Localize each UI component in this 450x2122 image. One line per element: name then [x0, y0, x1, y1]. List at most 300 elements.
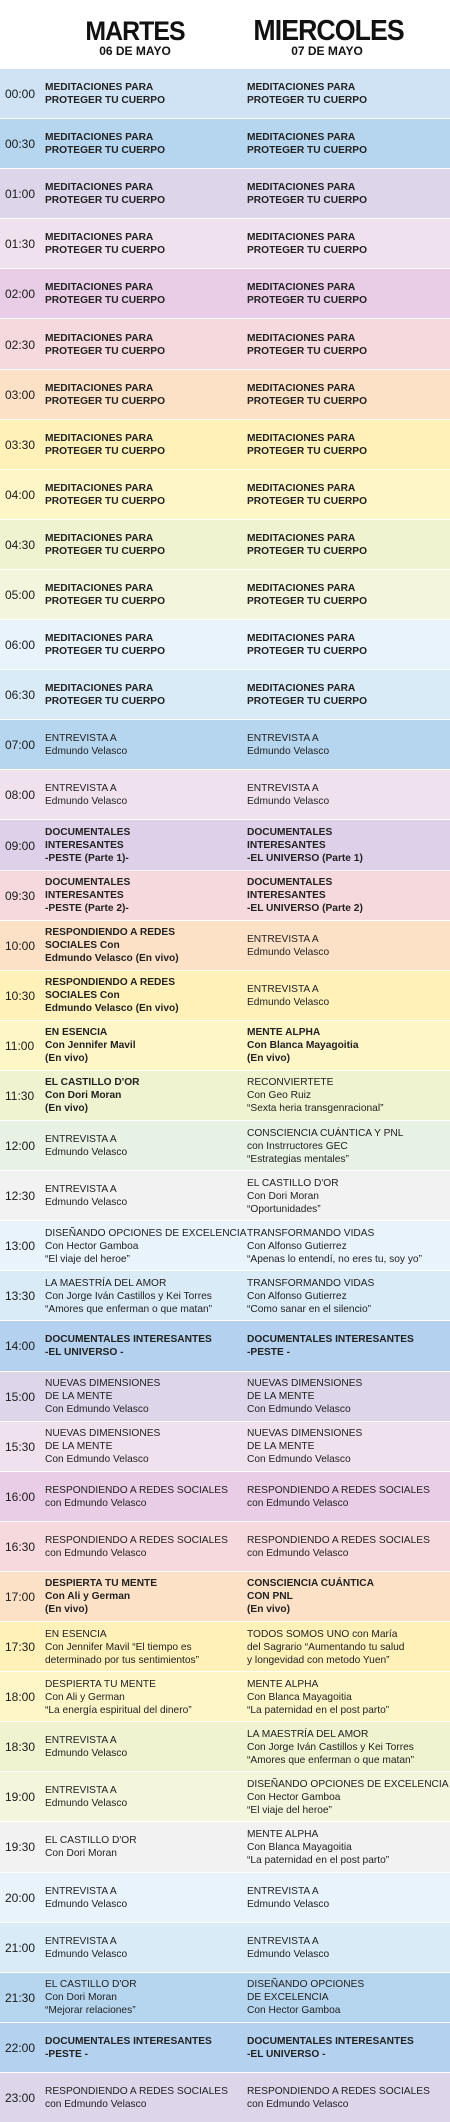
program-line: PROTEGER TU CUERPO	[45, 545, 165, 557]
program-line: EN ESENCIA	[45, 1027, 108, 1039]
program-line: CONSCIENCIA CUÁNTICA	[247, 1578, 374, 1590]
program-line: ENTREVISTA A	[247, 983, 319, 995]
program-line: DE LA MENTE	[45, 1441, 113, 1453]
program-wednesday	[247, 1885, 447, 1911]
program-wednesday	[247, 382, 447, 408]
program-wednesday	[247, 181, 447, 207]
program-line: “La paternidad en el post parto”	[247, 1704, 390, 1716]
program-line: MEDITACIONES PARA	[247, 182, 356, 194]
program-wednesday	[247, 131, 447, 157]
program-line: TODOS SOMOS UNO con María	[247, 1628, 398, 1640]
program-line: MEDITACIONES PARA	[45, 583, 154, 595]
program-line: Edmundo Velasco	[247, 796, 330, 808]
program-line: Con Dori Moran	[45, 1992, 117, 2004]
schedule-header	[0, 0, 450, 68]
time-label: 12:30	[5, 1189, 36, 1204]
schedule-row	[0, 1421, 450, 1471]
program-line: SOCIALES Con	[45, 940, 120, 952]
program-tuesday	[45, 1183, 240, 1209]
time-label: 15:30	[5, 1439, 36, 1454]
program-line: “Como sanar en el silencio”	[247, 1303, 372, 1315]
program-line: con Instrructores GEC	[247, 1140, 348, 1152]
time-label: 13:00	[5, 1239, 36, 1254]
program-line: “Estrategias mentales”	[247, 1153, 349, 1165]
program-line: MEDITACIONES PARA	[247, 282, 356, 294]
program-line: PROTEGER TU CUERPO	[45, 145, 165, 157]
program-line: PROTEGER TU CUERPO	[45, 245, 165, 257]
program-line: “Amores que enferman o que matan”	[247, 1754, 415, 1766]
program-line: Con Blanca Mayagoitia	[247, 1691, 352, 1703]
schedule-row	[0, 1972, 450, 2022]
program-line: (En vivo)	[45, 1604, 89, 1616]
program-tuesday	[45, 2085, 240, 2111]
schedule-row	[0, 318, 450, 368]
program-line: DOCUMENTALES INTERESANTES	[45, 2035, 212, 2047]
program-line: ENTREVISTA A	[247, 1935, 319, 1947]
time-label: 14:00	[5, 1339, 36, 1354]
program-line: TRANSFORMANDO VIDAS	[247, 1227, 375, 1239]
program-line: Con Edmundo Velasco	[247, 1404, 351, 1416]
program-line: ENTREVISTA A	[247, 733, 319, 745]
program-line: “Amores que enferman o que matan”	[45, 1303, 213, 1315]
program-line: RESPONDIENDO A REDES SOCIALES	[45, 1534, 228, 1546]
program-line: ENTREVISTA A	[45, 733, 117, 745]
program-line: ENTREVISTA A	[247, 1885, 319, 1897]
program-line: Con Geo Ruiz	[247, 1090, 311, 1102]
schedule-row	[0, 118, 450, 168]
schedule-row	[0, 719, 450, 769]
schedule-row	[0, 68, 450, 118]
program-line: con Edmundo Velasco	[247, 1547, 349, 1559]
program-wednesday	[247, 782, 447, 808]
program-wednesday	[247, 933, 447, 959]
program-line: PROTEGER TU CUERPO	[247, 345, 367, 357]
time-label: 08:00	[5, 788, 36, 803]
program-line: Edmundo Velasco (En vivo)	[45, 953, 179, 965]
program-line: PROTEGER TU CUERPO	[247, 245, 367, 257]
program-wednesday	[247, 1828, 447, 1867]
schedule-row	[0, 168, 450, 218]
program-line: -EL UNIVERSO -	[45, 1347, 124, 1359]
program-line: LA MAESTRÍA DEL AMOR	[45, 1277, 167, 1289]
program-line: DE EXCELENCIA	[247, 1992, 329, 2004]
time-label: 00:30	[5, 137, 36, 152]
program-line: Con Alfonso Gutierrez	[247, 1240, 347, 1252]
program-line: INTERESANTES	[45, 840, 124, 851]
program-tuesday	[45, 1784, 240, 1810]
schedule-row	[0, 1220, 450, 1270]
program-tuesday	[45, 181, 240, 207]
program-tuesday	[45, 1026, 240, 1065]
program-tuesday	[45, 876, 240, 915]
program-line: DISEÑANDO OPCIONES DE EXCELENCIA	[247, 1778, 449, 1790]
program-wednesday	[247, 2085, 447, 2111]
program-line: Con Edmundo Velasco	[45, 1454, 149, 1466]
time-label: 13:30	[5, 1289, 36, 1304]
program-wednesday	[247, 876, 447, 915]
schedule-row	[0, 1671, 450, 1721]
program-tuesday	[45, 1133, 240, 1159]
program-tuesday	[45, 1277, 240, 1316]
day-name: MARTES	[85, 16, 185, 46]
program-tuesday	[45, 1333, 240, 1359]
program-line: Edmundo Velasco	[247, 1898, 330, 1910]
program-wednesday	[247, 1427, 447, 1466]
program-line: RESPONDIENDO A REDES	[45, 927, 176, 939]
program-line: DOCUMENTALES	[45, 877, 131, 889]
program-wednesday	[247, 432, 447, 458]
schedule-row	[0, 1020, 450, 1070]
program-line: MEDITACIONES PARA	[45, 132, 154, 144]
time-label: 04:30	[5, 537, 36, 552]
program-line: -PESTE (Parte 2)-	[45, 903, 129, 915]
time-label: 10:00	[5, 938, 36, 953]
program-line: Edmundo Velasco (En vivo)	[45, 1003, 179, 1015]
program-line: CONSCIENCIA CUÁNTICA Y PNL	[247, 1127, 404, 1139]
program-tuesday	[45, 1484, 240, 1510]
program-tuesday	[45, 1227, 247, 1266]
program-line: Con Edmundo Velasco	[45, 1404, 149, 1416]
time-label: 21:30	[5, 1990, 36, 2005]
program-line: RESPONDIENDO A REDES SOCIALES	[247, 1534, 430, 1546]
program-wednesday	[247, 582, 447, 608]
program-line: ENTREVISTA A	[45, 1134, 117, 1146]
program-line: MEDITACIONES PARA	[45, 482, 154, 494]
program-line: Con Dori Moran	[45, 1090, 122, 1102]
program-wednesday	[247, 1377, 447, 1416]
schedule-row	[0, 1571, 450, 1621]
program-line: DISEÑANDO OPCIONES	[247, 1979, 365, 1991]
program-line: MEDITACIONES PARA	[45, 382, 154, 394]
program-line: con Edmundo Velasco	[45, 1497, 147, 1509]
time-label: 11:00	[5, 1038, 35, 1053]
program-tuesday	[45, 382, 240, 408]
program-line: (En vivo)	[45, 1103, 89, 1115]
program-wednesday	[247, 1628, 447, 1667]
program-line: -EL UNIVERSO (Parte 2)	[247, 903, 363, 915]
time-label: 20:00	[5, 1890, 36, 1905]
schedule-row	[0, 2072, 450, 2122]
program-line: (En vivo)	[45, 1053, 89, 1065]
time-label: 03:00	[5, 387, 36, 402]
schedule-row	[0, 2022, 450, 2072]
program-tuesday	[45, 1377, 240, 1416]
program-tuesday	[45, 81, 240, 107]
program-line: ENTREVISTA A	[45, 1885, 117, 1897]
program-wednesday	[247, 1978, 447, 2017]
program-line: PROTEGER TU CUERPO	[45, 596, 165, 608]
program-tuesday	[45, 1734, 240, 1760]
program-line: EL CASTILLO D'OR	[247, 1177, 339, 1189]
program-line: Con Edmundo Velasco	[247, 1454, 351, 1466]
program-tuesday	[45, 582, 240, 608]
program-line: PROTEGER TU CUERPO	[45, 696, 165, 708]
program-line: “Sexta heria transgenracional”	[247, 1103, 384, 1115]
program-line: y longevidad con metodo Yuen”	[247, 1654, 390, 1666]
program-line: DOCUMENTALES	[45, 827, 131, 838]
program-line: MEDITACIONES PARA	[45, 633, 154, 645]
program-line: con Edmundo Velasco	[247, 1497, 349, 1509]
program-line: Edmundo Velasco	[247, 1948, 330, 1960]
program-line: PROTEGER TU CUERPO	[247, 495, 367, 507]
time-label: 16:30	[5, 1539, 36, 1554]
program-wednesday	[247, 1277, 447, 1316]
schedule-row	[0, 819, 450, 869]
time-label: 01:30	[5, 237, 36, 252]
program-line: INTERESANTES	[247, 890, 326, 902]
time-label: 06:00	[5, 638, 36, 653]
program-line: MEDITACIONES PARA	[247, 232, 356, 244]
program-line: PROTEGER TU CUERPO	[45, 395, 165, 407]
schedule-row	[0, 419, 450, 469]
program-line: PROTEGER TU CUERPO	[247, 545, 367, 557]
program-wednesday	[247, 1935, 447, 1961]
program-tuesday	[45, 1978, 240, 2017]
program-line: MENTE ALPHA	[247, 1828, 319, 1840]
program-line: MEDITACIONES PARA	[45, 683, 154, 695]
time-label: 02:30	[5, 337, 36, 352]
program-line: DOCUMENTALES INTERESANTES	[247, 1334, 414, 1346]
schedule-row	[0, 469, 450, 519]
program-tuesday	[45, 1885, 240, 1911]
program-line: RESPONDIENDO A REDES SOCIALES	[247, 2085, 430, 2097]
program-line: MEDITACIONES PARA	[247, 683, 356, 695]
program-line: PROTEGER TU CUERPO	[247, 395, 367, 407]
program-line: “El viaje del heroe”	[247, 1804, 332, 1816]
program-line: Con Ali y German	[45, 1691, 125, 1703]
program-wednesday	[247, 532, 447, 558]
program-line: PROTEGER TU CUERPO	[247, 646, 367, 658]
program-line: Con Hector Gamboa	[247, 1791, 341, 1803]
program-tuesday	[45, 1534, 240, 1560]
program-tuesday	[45, 131, 240, 157]
time-label: 19:00	[5, 1790, 36, 1805]
program-line: Con Dori Moran	[45, 1848, 117, 1860]
program-line: MEDITACIONES PARA	[247, 82, 356, 94]
program-tuesday	[45, 1678, 240, 1717]
program-line: PROTEGER TU CUERPO	[247, 195, 367, 207]
program-wednesday	[247, 281, 447, 307]
program-line: PROTEGER TU CUERPO	[247, 596, 367, 608]
program-line: Con Hector Gamboa	[45, 1240, 139, 1252]
schedule-row	[0, 268, 450, 318]
program-line: MEDITACIONES PARA	[45, 332, 154, 344]
program-line: MENTE ALPHA	[247, 1027, 321, 1039]
program-wednesday	[247, 1333, 447, 1359]
program-wednesday	[247, 482, 447, 508]
time-label: 00:00	[5, 87, 36, 102]
program-line: MEDITACIONES PARA	[45, 232, 154, 244]
program-wednesday	[247, 732, 447, 758]
program-line: MEDITACIONES PARA	[45, 182, 154, 194]
program-line: PROTEGER TU CUERPO	[247, 95, 367, 107]
program-line: Con Dori Moran	[247, 1190, 319, 1202]
schedule-row	[0, 1922, 450, 1972]
program-line: PROTEGER TU CUERPO	[45, 646, 165, 658]
program-line: Con Jorge Iván Castillos y Kei Torres	[45, 1290, 212, 1302]
program-line: Edmundo Velasco	[45, 1898, 128, 1910]
time-label: 17:00	[5, 1589, 36, 1604]
program-line: Edmundo Velasco	[247, 996, 330, 1008]
program-line: con Edmundo Velasco	[45, 2098, 147, 2110]
program-line: Con Jennifer Mavil “El tiempo es	[45, 1641, 192, 1653]
program-line: RESPONDIENDO A REDES SOCIALES	[45, 2085, 228, 2097]
program-line: MENTE ALPHA	[247, 1678, 319, 1690]
program-tuesday	[45, 1628, 240, 1667]
schedule-row	[0, 769, 450, 819]
program-line: DESPIERTA TU MENTE	[45, 1678, 156, 1690]
program-tuesday	[45, 826, 240, 865]
schedule-row	[0, 1621, 450, 1671]
program-tuesday	[45, 281, 240, 307]
schedule-row	[0, 1070, 450, 1120]
program-line: DOCUMENTALES INTERESANTES	[247, 2035, 414, 2047]
schedule-row	[0, 1521, 450, 1571]
program-line: DISEÑANDO OPCIONES DE EXCELENCIA	[45, 1227, 247, 1239]
program-line: Con Blanca Mayagoitia	[247, 1841, 352, 1853]
schedule-row	[0, 1471, 450, 1521]
program-line: Con Alfonso Gutierrez	[247, 1290, 347, 1302]
program-wednesday	[247, 1127, 447, 1166]
program-wednesday	[247, 1778, 447, 1817]
schedule-row	[0, 1371, 450, 1421]
day-name: MIERCOLES	[253, 15, 404, 47]
program-line: DOCUMENTALES	[247, 827, 333, 838]
program-line: Edmundo Velasco	[45, 746, 128, 758]
program-wednesday	[247, 231, 447, 257]
program-line: NUEVAS DIMENSIONES	[45, 1378, 161, 1390]
schedule-row	[0, 1170, 450, 1220]
program-line: “La paternidad en el post parto”	[247, 1854, 390, 1866]
program-line: RECONVIERTETE	[247, 1077, 334, 1089]
schedule-row	[0, 569, 450, 619]
program-line: RESPONDIENDO A REDES	[45, 977, 176, 989]
program-line: RESPONDIENDO A REDES SOCIALES	[45, 1484, 228, 1496]
program-line: -EL UNIVERSO -	[247, 2048, 326, 2060]
day-date: 06 DE MAYO	[99, 44, 171, 58]
program-line: Edmundo Velasco	[45, 1197, 128, 1209]
column-header-wednesday	[247, 15, 407, 58]
program-line: MEDITACIONES PARA	[247, 382, 356, 394]
time-label: 09:00	[5, 838, 36, 853]
program-line: RESPONDIENDO A REDES SOCIALES	[247, 1484, 430, 1496]
program-line: EL CASTILLO D'OR	[45, 1077, 140, 1089]
program-line: PROTEGER TU CUERPO	[247, 696, 367, 708]
program-wednesday	[247, 1026, 447, 1065]
program-line: PROTEGER TU CUERPO	[45, 445, 165, 457]
program-line: EL CASTILLO D'OR	[45, 1979, 137, 1991]
program-tuesday	[45, 1076, 240, 1115]
program-line: con Edmundo Velasco	[45, 1547, 147, 1559]
program-tuesday	[45, 1935, 240, 1961]
time-label: 01:00	[5, 187, 36, 202]
program-line: ENTREVISTA A	[247, 933, 319, 945]
program-line: Con Jennifer Mavil	[45, 1040, 136, 1052]
program-line: MEDITACIONES PARA	[247, 532, 356, 544]
program-wednesday	[247, 1227, 447, 1266]
program-line: EL CASTILLO D'OR	[45, 1835, 137, 1847]
schedule-row	[0, 920, 450, 970]
program-line: PROTEGER TU CUERPO	[45, 495, 165, 507]
column-header-tuesday	[60, 18, 210, 58]
program-line: Con Hector Gamboa	[247, 2005, 341, 2017]
program-line: Edmundo Velasco	[45, 1748, 128, 1760]
time-label: 06:30	[5, 688, 36, 703]
time-label: 17:30	[5, 1640, 36, 1655]
program-line: -PESTE -	[247, 1347, 291, 1359]
program-line: Con Jorge Iván Castillos y Kei Torres	[247, 1741, 414, 1753]
program-tuesday	[45, 482, 240, 508]
program-wednesday	[247, 1534, 447, 1560]
schedule-row	[0, 1872, 450, 1922]
program-tuesday	[45, 1577, 240, 1616]
program-tuesday	[45, 782, 240, 808]
program-line: PROTEGER TU CUERPO	[45, 345, 165, 357]
time-label: 11:30	[5, 1088, 35, 1103]
program-line: MEDITACIONES PARA	[247, 132, 356, 144]
time-label: 04:00	[5, 487, 36, 502]
program-wednesday	[247, 983, 447, 1009]
program-line: Con Blanca Mayagoitia	[247, 1040, 359, 1052]
program-line: Edmundo Velasco	[45, 1147, 128, 1159]
program-line: DE LA MENTE	[247, 1441, 315, 1453]
program-tuesday	[45, 332, 240, 358]
program-line: MEDITACIONES PARA	[247, 633, 356, 645]
program-line: INTERESANTES	[247, 840, 326, 851]
program-wednesday	[247, 632, 447, 658]
schedule-row	[0, 519, 450, 569]
program-line: “El viaje del heroe”	[45, 1253, 130, 1265]
program-line: MEDITACIONES PARA	[247, 332, 356, 344]
program-line: PROTEGER TU CUERPO	[45, 295, 165, 307]
program-line: INTERESANTES	[45, 890, 124, 902]
schedule-row	[0, 669, 450, 719]
program-line: “Oportunidades”	[247, 1203, 321, 1215]
program-line: determinado por tus sentimientos”	[45, 1654, 200, 1666]
program-line: Con Ali y German	[45, 1591, 131, 1603]
program-line: EN ESENCIA	[45, 1628, 107, 1640]
program-line: “La energía espiritual del dinero”	[45, 1704, 192, 1716]
program-line: MEDITACIONES PARA	[247, 432, 356, 444]
time-label: 18:00	[5, 1690, 36, 1705]
program-line: DOCUMENTALES INTERESANTES	[45, 1334, 212, 1346]
program-line: (En vivo)	[247, 1053, 291, 1065]
program-line: ENTREVISTA A	[45, 1785, 117, 1797]
program-line: Edmundo Velasco	[247, 946, 330, 958]
program-line: ENTREVISTA A	[45, 1935, 117, 1947]
program-line: MEDITACIONES PARA	[45, 82, 154, 94]
program-line: “Mejorar relaciones”	[45, 2005, 136, 2017]
program-line: SOCIALES Con	[45, 990, 120, 1002]
program-line: Edmundo Velasco	[247, 746, 330, 758]
schedule-row	[0, 1771, 450, 1821]
time-label: 09:30	[5, 888, 36, 903]
schedule-row	[0, 218, 450, 268]
time-label: 03:30	[5, 437, 36, 452]
program-line: ENTREVISTA A	[45, 1735, 117, 1747]
program-wednesday	[247, 1678, 447, 1717]
program-wednesday	[247, 1076, 447, 1115]
program-tuesday	[45, 1834, 240, 1860]
program-line: MEDITACIONES PARA	[45, 432, 154, 444]
program-line: del Sagrario “Aumentando tu salud	[247, 1641, 405, 1653]
program-line: MEDITACIONES PARA	[247, 482, 356, 494]
program-tuesday	[45, 682, 240, 708]
program-line: ENTREVISTA A	[247, 783, 319, 795]
program-tuesday	[45, 926, 240, 965]
schedule-row	[0, 1721, 450, 1771]
program-wednesday	[247, 2035, 447, 2061]
